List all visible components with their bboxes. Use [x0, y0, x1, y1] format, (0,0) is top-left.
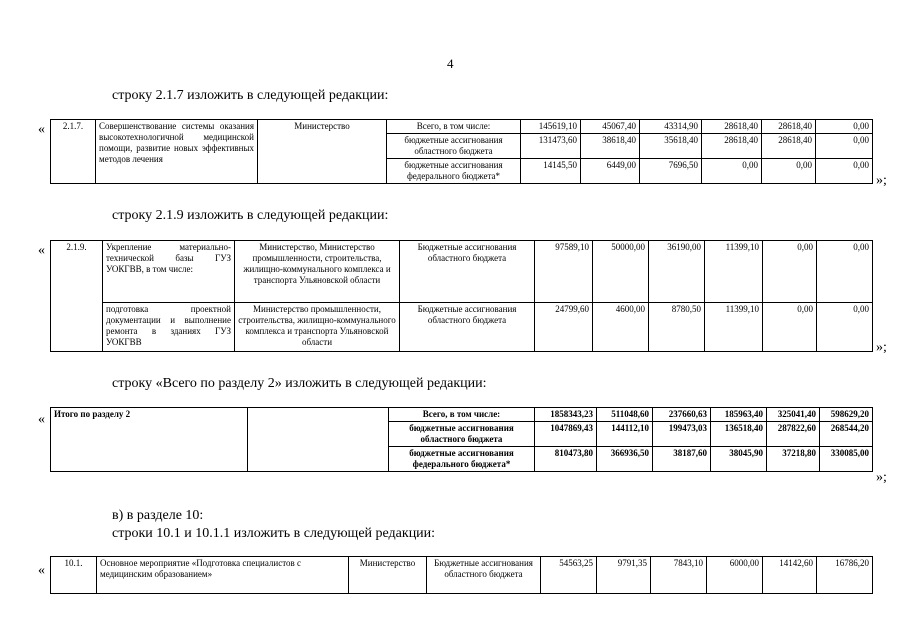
value-cell: 366936,50	[597, 447, 653, 472]
table-total-section-2	[50, 407, 873, 472]
value-cell: 199473,03	[653, 422, 711, 447]
value-cell: 144112,10	[597, 422, 653, 447]
executor: Министерство, Министерство промышленности, строительства, жилищно-коммунального комплекса и транспорта Ульяновской области	[235, 241, 400, 303]
measure-name: Основное мероприятие «Подготовка специалистов с медицинским образованием»	[97, 557, 349, 594]
value-cell: 0,00	[763, 241, 817, 303]
value-cell: 35618,40	[640, 134, 702, 159]
total-label: Итого по разделу 2	[51, 408, 248, 472]
value-cell: 50000,00	[593, 241, 649, 303]
funding-source: бюджетные ассигнования федерального бюджета*	[387, 159, 521, 184]
measure-name: подготовка проектной документации и выполнение ремонта в зданиях ГУЗ УОКГВВ	[103, 303, 235, 352]
executor: Министерство	[258, 120, 387, 184]
value-cell: 185963,40	[711, 408, 767, 422]
value-cell: 36190,00	[649, 241, 705, 303]
value-cell: 0,00	[763, 303, 817, 352]
value-cell: 9791,35	[597, 557, 651, 594]
value-cell: 511048,60	[597, 408, 653, 422]
value-cell: 237660,63	[653, 408, 711, 422]
close-quote: »;	[876, 470, 887, 485]
funding-source: бюджетные ассигнования областного бюджета	[389, 422, 535, 447]
measure-name: Совершенствование системы оказания высокотехнологичной медицинской помощи, развитие новых эффективных методов лечения	[96, 120, 258, 184]
section-heading-2-1-9: строку 2.1.9 изложить в следующей редакции:	[112, 208, 389, 223]
value-cell: 330085,00	[820, 447, 873, 472]
close-quote: »;	[876, 340, 887, 355]
value-cell: 1047869,43	[535, 422, 597, 447]
value-cell: 43314,90	[640, 120, 702, 134]
value-cell: 28618,40	[702, 134, 762, 159]
value-cell: 325041,40	[767, 408, 820, 422]
value-cell: 14142,60	[763, 557, 817, 594]
open-quote: «	[38, 412, 45, 427]
empty-cell	[248, 408, 389, 472]
value-cell: 0,00	[816, 159, 873, 184]
funding-source: Бюджетные ассигнования областного бюджета	[400, 241, 535, 303]
value-cell: 0,00	[817, 303, 873, 352]
value-cell: 4600,00	[593, 303, 649, 352]
value-cell: 97589,10	[535, 241, 593, 303]
funding-source: Бюджетные ассигнования областного бюджета	[427, 557, 541, 594]
section-heading-2-1-7: строку 2.1.7 изложить в следующей редакции:	[112, 88, 389, 103]
executor: Министерство	[349, 557, 427, 594]
value-cell: 28618,40	[762, 134, 816, 159]
value-cell: 7696,50	[640, 159, 702, 184]
section-heading-total-2: строку «Всего по разделу 2» изложить в следующей редакции:	[112, 376, 487, 391]
value-cell: 6449,00	[581, 159, 640, 184]
value-cell: 37218,80	[767, 447, 820, 472]
open-quote: «	[38, 243, 45, 258]
open-quote: «	[38, 122, 45, 137]
executor: Министерство промышленности, строительства, жилищно-коммунального комплекса и транспорта Ульяновской области	[235, 303, 400, 352]
value-cell: 7843,10	[651, 557, 707, 594]
value-cell: 16786,20	[817, 557, 873, 594]
funding-source: бюджетные ассигнования федерального бюджета*	[389, 447, 535, 472]
funding-source: Бюджетные ассигнования областного бюджета	[400, 303, 535, 352]
value-cell: 38187,60	[653, 447, 711, 472]
value-cell: 11399,10	[705, 303, 763, 352]
value-cell: 11399,10	[705, 241, 763, 303]
value-cell: 38045,90	[711, 447, 767, 472]
table-row-10-1	[50, 556, 873, 594]
section-heading-10: в) в разделе 10:	[112, 508, 204, 523]
value-cell: 598629,20	[820, 408, 873, 422]
row-code: 2.1.7.	[51, 120, 96, 184]
value-cell: 8780,50	[649, 303, 705, 352]
value-cell: 0,00	[816, 134, 873, 159]
value-cell: 136518,40	[711, 422, 767, 447]
value-cell: 38618,40	[581, 134, 640, 159]
value-cell: 287822,60	[767, 422, 820, 447]
table-row-2-1-9	[50, 240, 873, 352]
value-cell: 24799,60	[535, 303, 593, 352]
funding-source: Всего, в том числе:	[387, 120, 521, 134]
value-cell: 0,00	[817, 241, 873, 303]
row-code: 2.1.9.	[51, 241, 103, 352]
measure-name: Укрепление материально-технической базы ГУЗ УОКГВВ, в том числе:	[103, 241, 235, 303]
value-cell: 810473,80	[535, 447, 597, 472]
value-cell: 145619,10	[521, 120, 581, 134]
value-cell: 45067,40	[581, 120, 640, 134]
page-number: 4	[447, 56, 454, 71]
funding-source: Всего, в том числе:	[389, 408, 535, 422]
value-cell: 28618,40	[702, 120, 762, 134]
value-cell: 6000,00	[707, 557, 763, 594]
row-code: 10.1.	[51, 557, 97, 594]
value-cell: 54563,25	[541, 557, 597, 594]
value-cell: 28618,40	[762, 120, 816, 134]
value-cell: 131473,60	[521, 134, 581, 159]
value-cell: 0,00	[816, 120, 873, 134]
value-cell: 0,00	[702, 159, 762, 184]
value-cell: 1858343,23	[535, 408, 597, 422]
open-quote: «	[38, 563, 45, 578]
value-cell: 14145,50	[521, 159, 581, 184]
value-cell: 0,00	[762, 159, 816, 184]
funding-source: бюджетные ассигнования областного бюджета	[387, 134, 521, 159]
value-cell: 268544,20	[820, 422, 873, 447]
close-quote: »;	[876, 173, 887, 188]
section-heading-10-1: строки 10.1 и 10.1.1 изложить в следующей редакции:	[112, 526, 436, 541]
table-row-2-1-7	[50, 119, 873, 184]
